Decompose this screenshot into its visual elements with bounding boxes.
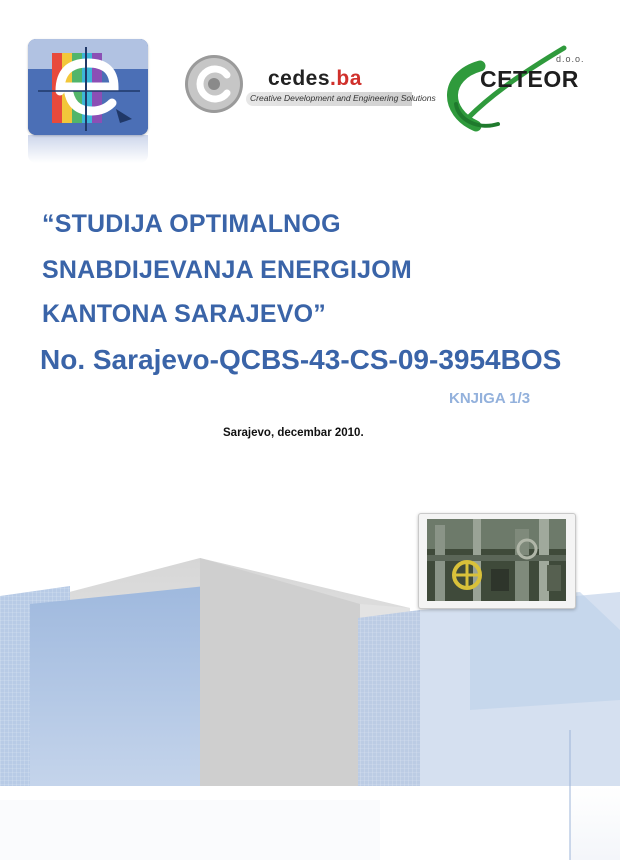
title-line-1: “STUDIJA OPTIMALNOG: [42, 210, 341, 238]
e-logo-reflection: [28, 135, 148, 163]
title-line-2: SNABDIJEVANJA ENERGIJOM: [42, 256, 412, 284]
ceteor-doo: d.o.o.: [556, 54, 585, 64]
cedes-wordmark: cedes.ba: [268, 67, 362, 90]
book-volume: KNJIGA 1/3: [449, 390, 531, 407]
e-logo-icon: [28, 39, 148, 135]
document-number: No. Sarajevo-QCBS-43-CS-09-3954BOS: [40, 344, 562, 375]
title-line-3: KANTONA SARAJEVO”: [42, 300, 326, 328]
place-date: Sarajevo, decembar 2010.: [223, 427, 364, 439]
ceteor-wordmark: CETEOR: [480, 66, 579, 92]
industrial-valves-photo: [427, 519, 566, 601]
cedes-tagline: Creative Development and Engineering Solutions: [250, 93, 436, 103]
cedes-logo-icon: [183, 53, 245, 115]
